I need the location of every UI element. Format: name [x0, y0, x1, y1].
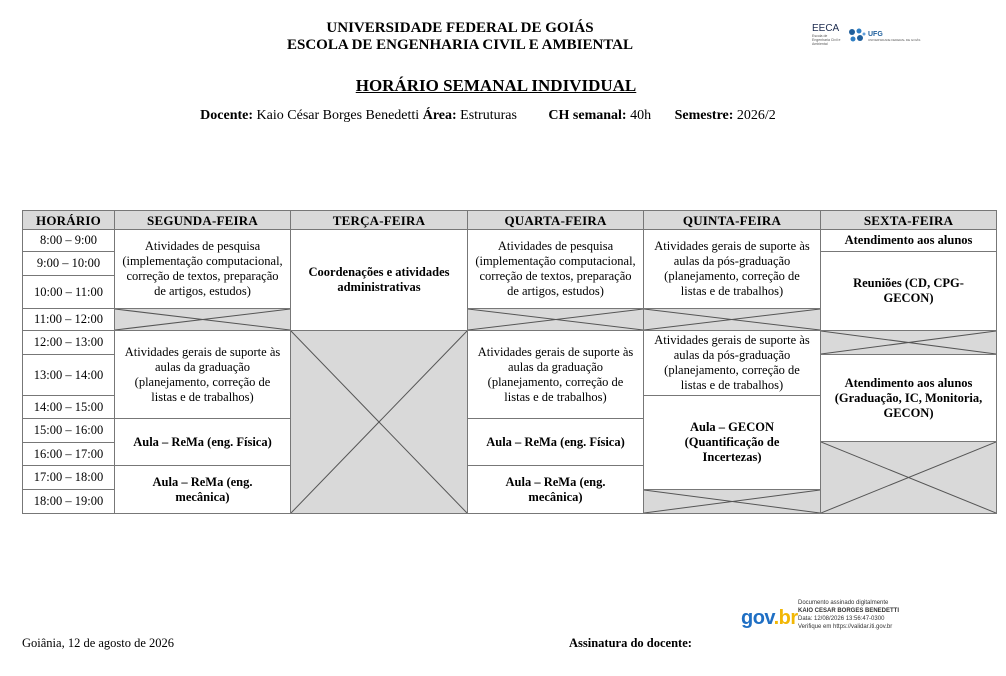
logos — [812, 24, 920, 46]
eeca-logo-subtitle: Escola de Engenharia Civil e Ambiental — [812, 34, 841, 46]
header-segunda: SEGUNDA-FEIRA — [114, 210, 291, 230]
qua-pesquisa: Atividades de pesquisa (implementação computacional, correção de textos, preparação de artigos, estudos) — [467, 229, 644, 309]
seg-aula-rema-mecanica: Aula – ReMa (eng. mecânica) — [114, 465, 291, 514]
ufg-logo — [848, 28, 920, 44]
ter-empty-slot — [290, 330, 468, 514]
eeca-logo-text: EECA — [812, 23, 840, 34]
header-horario: HORÁRIO — [22, 210, 115, 230]
qua-suporte-graduacao: Atividades gerais de suporte às aulas da graduação (planejamento, correção de listas e de trabalhos) — [467, 330, 644, 419]
sex-reunioes: Reuniões (CD, CPG-GECON) — [820, 251, 997, 331]
time-slot: 13:00 – 14:00 — [22, 354, 115, 396]
cross-mark-icon — [821, 331, 996, 354]
sex-atendimento-completo: Atendimento aos alunos (Graduação, IC, Monitoria, GECON) — [820, 354, 997, 442]
header-quinta: QUINTA-FEIRA — [643, 210, 821, 230]
qui-aula-gecon: Aula – GECON (Quantificação de Incertezas) — [643, 395, 821, 490]
header-terca: TERÇA-FEIRA — [290, 210, 468, 230]
cross-mark-icon — [821, 442, 996, 513]
semestre-label: Semestre: — [674, 108, 734, 123]
qua-aula-rema-mecanica: Aula – ReMa (eng. mecânica) — [467, 465, 644, 514]
verify-url: Verifique em https://validar.iti.gov.br — [798, 624, 893, 630]
ufg-dots-icon — [848, 28, 866, 44]
qua-aula-rema-fisica: Aula – ReMa (eng. Física) — [467, 418, 644, 466]
institution-header — [0, 20, 920, 54]
seg-suporte-graduacao: Atividades gerais de suporte às aulas da graduação (planejamento, correção de listas e de trabalhos) — [114, 330, 291, 419]
signature-details — [798, 599, 899, 631]
time-slot: 15:00 – 16:00 — [22, 418, 115, 443]
place-date: Goiânia, 12 de agosto de 2026 — [22, 636, 175, 650]
time-slot: 12:00 – 13:00 — [22, 330, 115, 355]
time-slot: 9:00 – 10:00 — [22, 251, 115, 276]
cross-mark-icon — [644, 490, 820, 513]
time-slot: 14:00 – 15:00 — [22, 395, 115, 419]
qui-empty-slot — [643, 308, 821, 331]
sex-empty-slot — [820, 330, 997, 355]
time-slot: 10:00 – 11:00 — [22, 275, 115, 309]
time-slot: 18:00 – 19:00 — [22, 489, 115, 514]
ch-value: 40h — [630, 108, 652, 123]
ufg-logo-text: UFG — [868, 30, 883, 38]
gov-logo-text: gov — [741, 607, 774, 629]
area-label: Área: — [422, 108, 457, 123]
cross-mark-icon — [468, 309, 643, 330]
signature-line: Documento assinado digitalmente — [798, 600, 889, 606]
time-slot: 8:00 – 9:00 — [22, 229, 115, 252]
docente-value: Kaio César Borges Benedetti — [256, 108, 420, 123]
seg-empty-slot — [114, 308, 291, 331]
time-slot: 17:00 – 18:00 — [22, 465, 115, 490]
seg-aula-rema-fisica: Aula – ReMa (eng. Física) — [114, 418, 291, 466]
ter-coordenacoes: Coordenações e atividades administrativas — [290, 229, 468, 331]
signer-name: KAIO CESAR BORGES BENEDETTI — [798, 608, 900, 614]
ufg-logo-subtitle: UNIVERSIDADE FEDERAL DE GOIÁS — [868, 37, 921, 42]
qui-suporte-pos-2: Atividades gerais de suporte às aulas da pós-graduação (planejamento, correção de listas e de trabalhos) — [643, 330, 821, 396]
seg-pesquisa: Atividades de pesquisa (implementação computacional, correção de textos, preparação de artigos, estudos) — [114, 229, 291, 309]
docente-label: Docente: — [200, 108, 254, 123]
area-value: Estruturas — [460, 108, 517, 123]
gov-br-logo — [741, 607, 798, 630]
semestre-value: 2026/2 — [736, 108, 776, 123]
cross-mark-icon — [644, 309, 820, 330]
time-slot: 11:00 – 12:00 — [22, 308, 115, 331]
header-quarta: QUARTA-FEIRA — [467, 210, 644, 230]
cross-mark-icon — [115, 309, 290, 330]
time-slot: 16:00 – 17:00 — [22, 442, 115, 466]
teacher-info — [0, 108, 976, 124]
sex-empty-slot — [820, 441, 997, 514]
school-name: ESCOLA DE ENGENHARIA CIVIL E AMBIENTAL — [286, 37, 634, 53]
page-title: HORÁRIO SEMANAL INDIVIDUAL — [355, 76, 637, 95]
ch-label: CH semanal: — [548, 108, 627, 123]
signature-label — [569, 636, 692, 651]
br-logo-text: .br — [773, 607, 798, 629]
signature-label-text: Assinatura do docente: — [569, 636, 692, 650]
qui-suporte-pos-1: Atividades gerais de suporte às aulas da pós-graduação (planejamento, correção de listas e de trabalhos) — [643, 229, 821, 309]
cross-mark-icon — [291, 331, 467, 513]
university-name: UNIVERSIDADE FEDERAL DE GOIÁS — [326, 20, 594, 36]
sex-atendimento: Atendimento aos alunos — [820, 229, 997, 252]
eeca-logo — [812, 24, 844, 46]
header-sexta: SEXTA-FEIRA — [820, 210, 997, 230]
qui-empty-slot — [643, 489, 821, 514]
gov-br-signature-stamp — [741, 599, 941, 639]
qua-empty-slot — [467, 308, 644, 331]
signature-date: Data: 12/08/2026 13:56:47-0300 — [798, 616, 885, 622]
